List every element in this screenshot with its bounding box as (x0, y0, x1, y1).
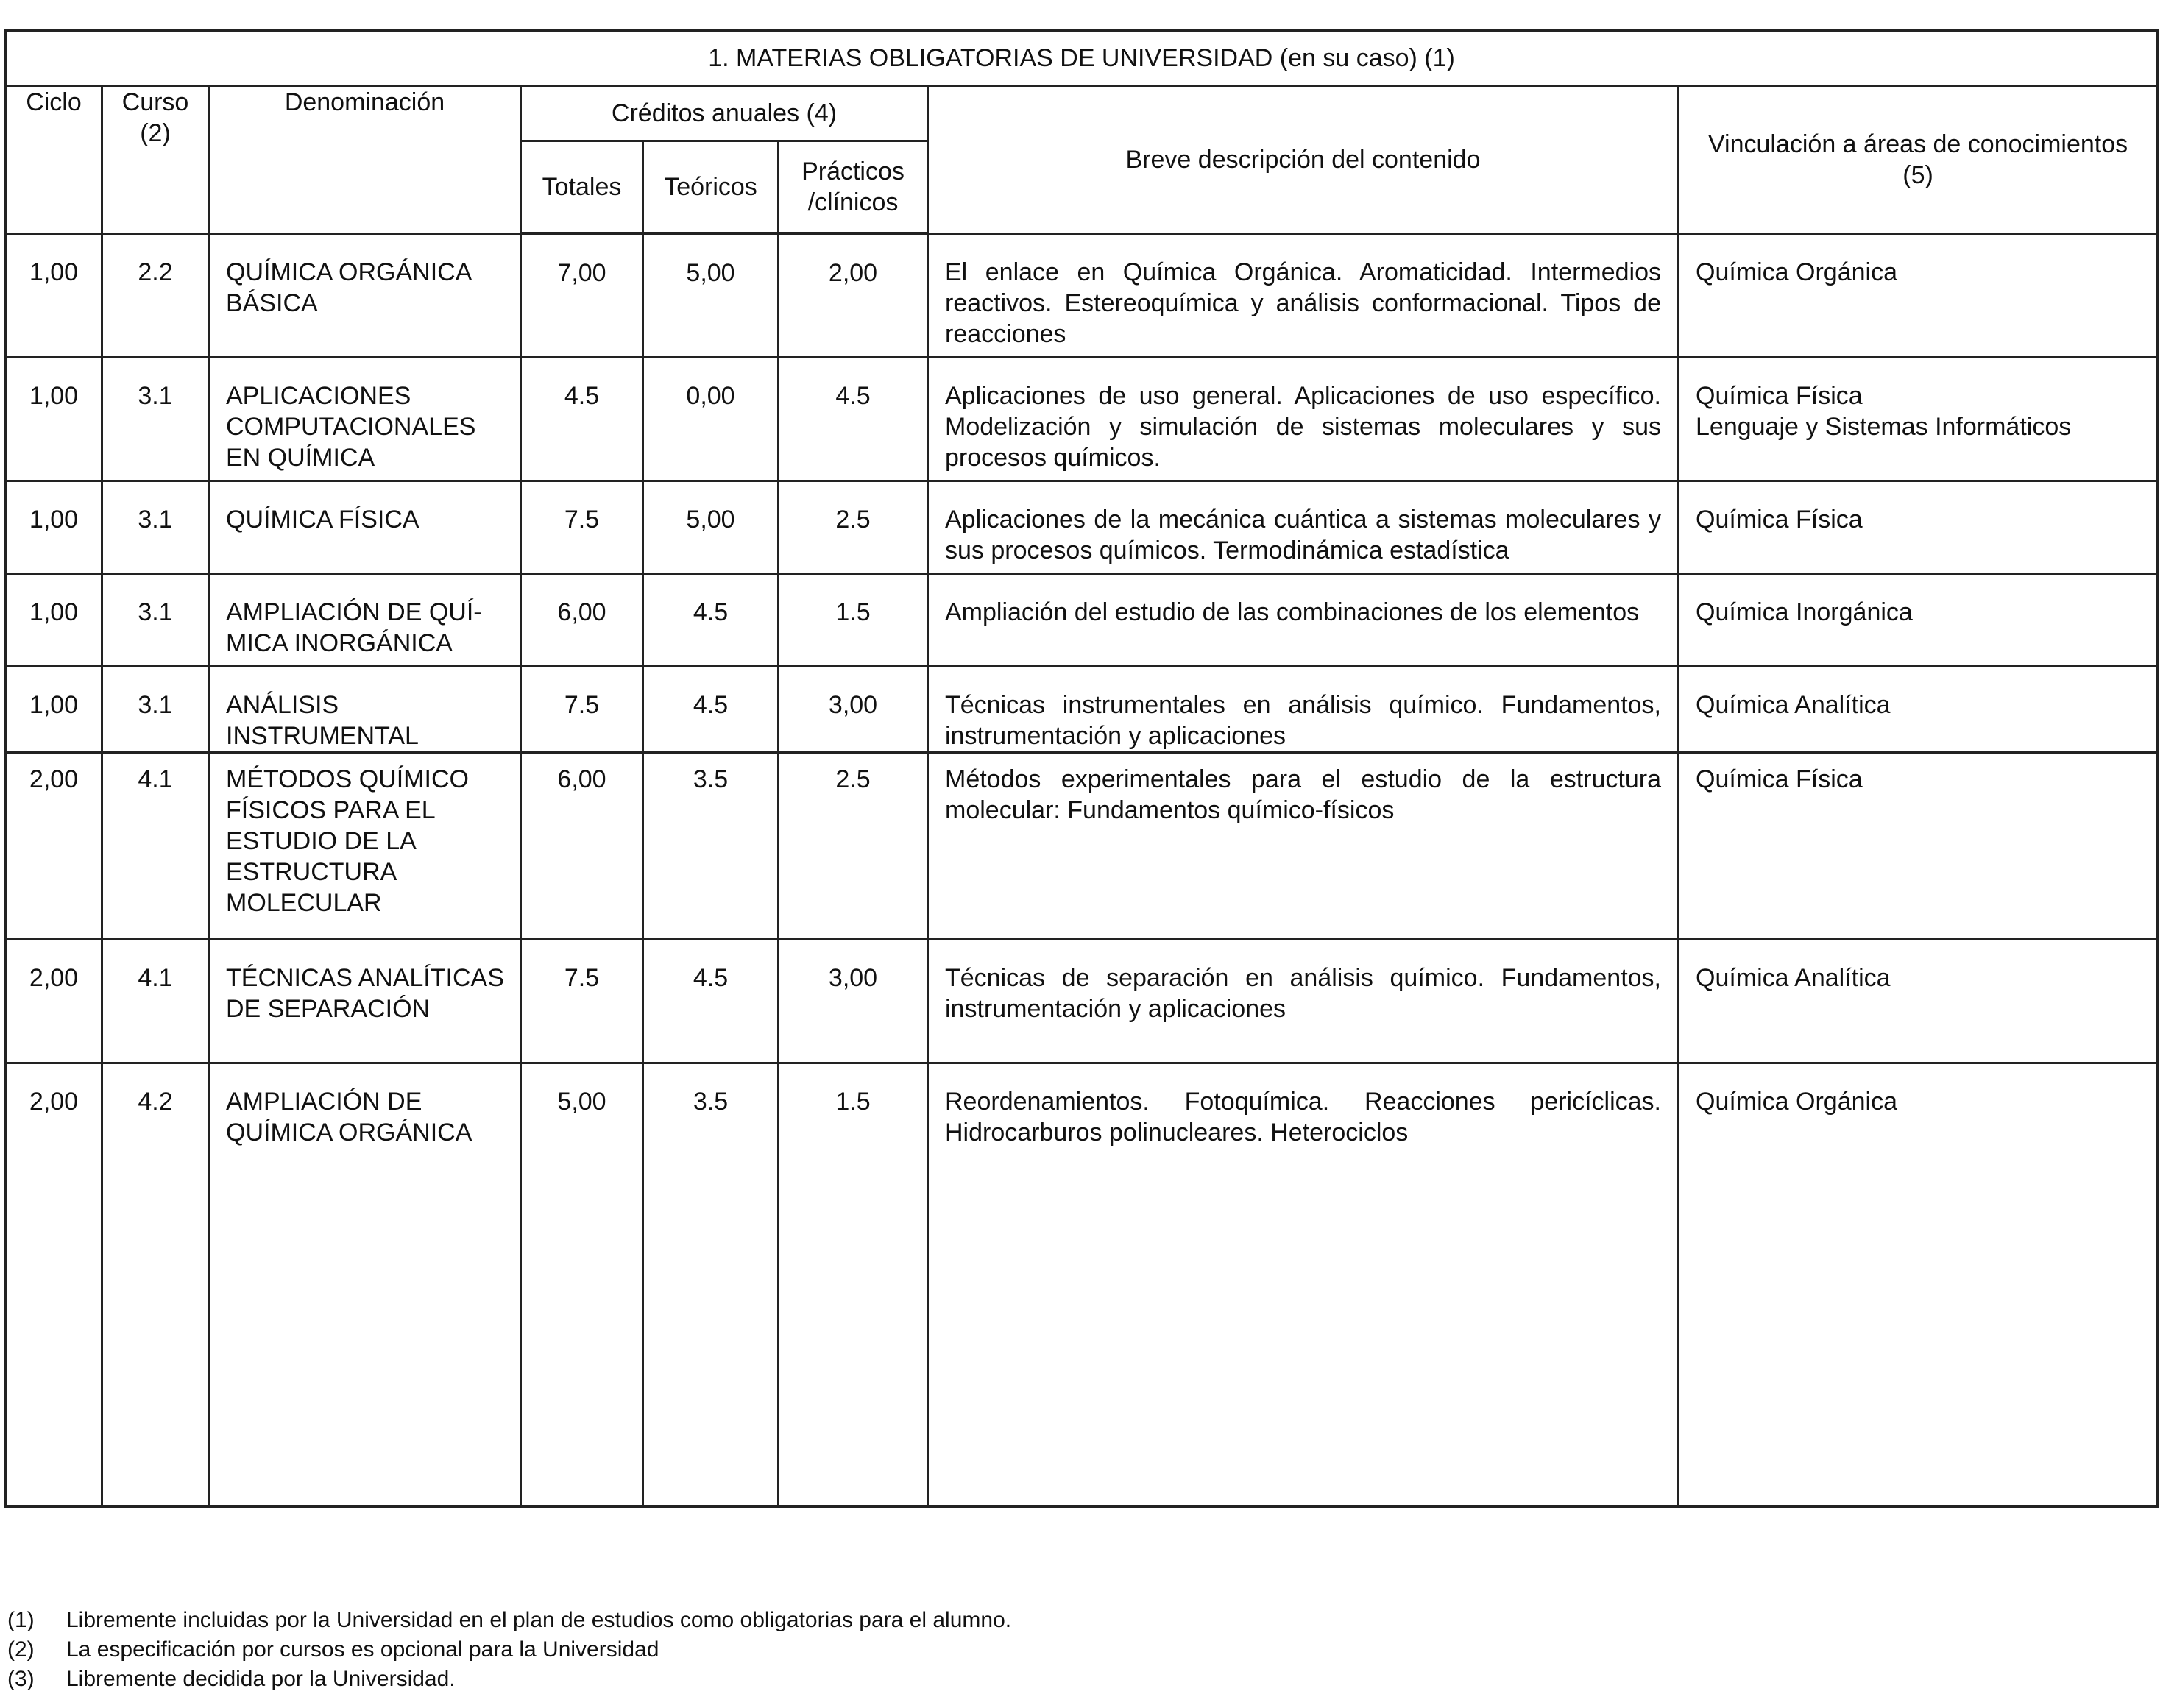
footnote-item (7, 1665, 1011, 1694)
header-teoricos: Teóricos (643, 141, 779, 234)
cell-teoricos: 5,00 (643, 481, 779, 574)
header-vinculacion: Vinculación a áreas de conocimientos (5) (1679, 86, 2158, 234)
cell-denominacion: QUÍMICA ORGÁNICA BÁSICA (209, 234, 521, 358)
cell-curso: 3.1 (102, 481, 209, 574)
table-row (6, 1063, 2158, 1506)
cell-descripcion: Aplicaciones de la mecánica cuántica a sistemas moleculares y sus procesos químicos. Termodinámica estadística (928, 481, 1679, 574)
cell-totales: 6,00 (521, 753, 643, 940)
cell-teoricos: 0,00 (643, 358, 779, 481)
materias-table (4, 29, 2159, 1508)
cell-practicos: 4.5 (779, 358, 928, 481)
cell-denominacion: MÉTODOS QUÍMICO FÍSICOS PARA EL ESTUDIO DE LA ESTRUCTURA MOLECULAR (209, 753, 521, 940)
cell-teoricos: 5,00 (643, 234, 779, 358)
table-row (6, 940, 2158, 1063)
header-practicos: Prácticos /clínicos (779, 141, 928, 234)
cell-descripcion: Técnicas instrumentales en análisis químico. Fundamentos, instrumentación y aplicaciones (928, 667, 1679, 753)
table-row (6, 358, 2158, 481)
cell-vinculacion: Química Inorgánica (1679, 574, 2158, 667)
cell-vinculacion: Química Orgánica (1679, 1063, 2158, 1506)
cell-ciclo: 2,00 (6, 1063, 102, 1506)
cell-teoricos: 4.5 (643, 940, 779, 1063)
cell-denominacion: TÉCNICAS ANALÍTICAS DE SEPARACIÓN (209, 940, 521, 1063)
header-ciclo: Ciclo (6, 86, 102, 234)
cell-practicos: 3,00 (779, 940, 928, 1063)
cell-totales: 5,00 (521, 1063, 643, 1506)
cell-ciclo: 1,00 (6, 574, 102, 667)
footnote-text: La especificación por cursos es opcional para la Universidad (66, 1637, 659, 1662)
cell-vinculacion: Química Física Lenguaje y Sistemas Informáticos (1679, 358, 2158, 481)
cell-teoricos: 4.5 (643, 667, 779, 753)
cell-practicos: 2.5 (779, 753, 928, 940)
cell-totales: 6,00 (521, 574, 643, 667)
table-row (6, 574, 2158, 667)
footnote-text: Libremente incluidas por la Universidad en el plan de estudios como obligatorias para el alumno. (66, 1608, 1012, 1632)
table-title: 1. MATERIAS OBLIGATORIAS DE UNIVERSIDAD (en su caso) (1) (6, 31, 2158, 86)
cell-descripcion: Aplicaciones de uso general. Aplicaciones de uso específico. Modelización y simulación de sistemas moleculares y sus procesos químicos. (928, 358, 1679, 481)
table-body (6, 234, 2158, 1506)
table-row (6, 234, 2158, 358)
cell-ciclo: 1,00 (6, 358, 102, 481)
cell-practicos: 3,00 (779, 667, 928, 753)
header-totales: Totales (521, 141, 643, 234)
cell-denominacion: ANÁLISIS INSTRUMENTAL (209, 667, 521, 753)
header-denominacion: Denominación (209, 86, 521, 234)
cell-descripcion: Técnicas de separación en análisis químico. Fundamentos, instrumentación y aplicaciones (928, 940, 1679, 1063)
cell-vinculacion: Química Orgánica (1679, 234, 2158, 358)
cell-vinculacion: Química Física (1679, 753, 2158, 940)
cell-totales: 7.5 (521, 940, 643, 1063)
cell-practicos: 2.5 (779, 481, 928, 574)
cell-curso: 3.1 (102, 667, 209, 753)
cell-curso: 4.2 (102, 1063, 209, 1506)
cell-ciclo: 1,00 (6, 234, 102, 358)
footnote-item (7, 1606, 1011, 1635)
cell-teoricos: 3.5 (643, 1063, 779, 1506)
cell-totales: 7.5 (521, 481, 643, 574)
cell-curso: 4.1 (102, 940, 209, 1063)
cell-denominacion: AMPLIACIÓN DE QUÍ-MICA INORGÁNICA (209, 574, 521, 667)
header-curso: Curso (2) (102, 86, 209, 234)
cell-totales: 7,00 (521, 234, 643, 358)
footnotes (7, 1606, 1011, 1694)
cell-curso: 3.1 (102, 358, 209, 481)
cell-ciclo: 1,00 (6, 667, 102, 753)
cell-totales: 7.5 (521, 667, 643, 753)
cell-vinculacion: Química Física (1679, 481, 2158, 574)
cell-practicos: 1.5 (779, 574, 928, 667)
cell-descripcion: Reordenamientos. Fotoquímica. Reacciones pericíclicas. Hidrocarburos polinucleares. Heterociclos (928, 1063, 1679, 1506)
footnote-number: (1) (7, 1608, 35, 1632)
cell-vinculacion: Química Analítica (1679, 940, 2158, 1063)
cell-denominacion: APLICACIONES COMPUTACIONALES EN QUÍMICA (209, 358, 521, 481)
cell-vinculacion: Química Analítica (1679, 667, 2158, 753)
cell-teoricos: 3.5 (643, 753, 779, 940)
cell-denominacion: AMPLIACIÓN DE QUÍMICA ORGÁNICA (209, 1063, 521, 1506)
cell-curso: 2.2 (102, 234, 209, 358)
header-descripcion: Breve descripción del contenido (928, 86, 1679, 234)
table-row (6, 481, 2158, 574)
cell-descripcion: Métodos experimentales para el estudio de la estructura molecular: Fundamentos químico-físicos (928, 753, 1679, 940)
cell-curso: 3.1 (102, 574, 209, 667)
cell-ciclo: 2,00 (6, 753, 102, 940)
table-row (6, 667, 2158, 753)
table-row (6, 753, 2158, 940)
cell-ciclo: 1,00 (6, 481, 102, 574)
cell-practicos: 2,00 (779, 234, 928, 358)
cell-curso: 4.1 (102, 753, 209, 940)
footnote-text: Libremente decidida por la Universidad. (66, 1667, 456, 1691)
cell-teoricos: 4.5 (643, 574, 779, 667)
cell-denominacion: QUÍMICA FÍSICA (209, 481, 521, 574)
footnote-item (7, 1635, 1011, 1665)
cell-practicos: 1.5 (779, 1063, 928, 1506)
cell-descripcion: El enlace en Química Orgánica. Aromaticidad. Intermedios reactivos. Estereoquímica y análisis conformacional. Tipos de reacciones (928, 234, 1679, 358)
cell-totales: 4.5 (521, 358, 643, 481)
footnote-number: (2) (7, 1637, 35, 1662)
header-creditos: Créditos anuales (4) (521, 86, 928, 141)
cell-descripcion: Ampliación del estudio de las combinaciones de los elementos (928, 574, 1679, 667)
footnote-number: (3) (7, 1667, 35, 1691)
cell-ciclo: 2,00 (6, 940, 102, 1063)
